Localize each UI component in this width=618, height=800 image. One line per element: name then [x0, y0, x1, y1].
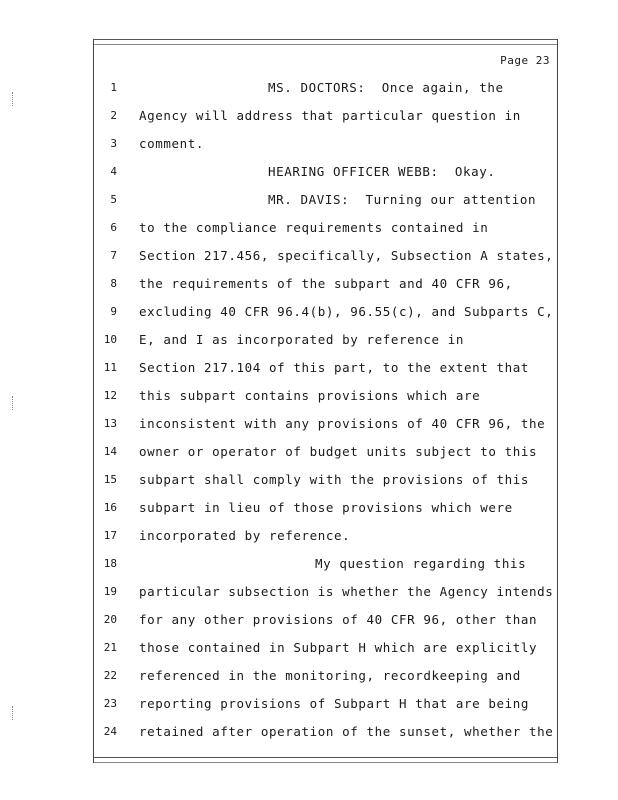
- line-text: subpart in lieu of those provisions which were: [139, 500, 513, 515]
- line-number: 16: [103, 501, 117, 514]
- line-text: comment.: [139, 136, 205, 151]
- line-number: 13: [103, 417, 117, 430]
- transcript-line: [95, 410, 555, 438]
- transcript-line: [95, 74, 555, 102]
- line-text: HEARING OFFICER WEBB: Okay.: [268, 164, 496, 179]
- transcript-line: [95, 382, 555, 410]
- page-number: Page 23: [500, 54, 550, 67]
- line-text: referenced in the monitoring, recordkeeping and: [139, 668, 521, 683]
- line-number: 3: [110, 137, 117, 150]
- transcript-line: [95, 634, 555, 662]
- line-number: 10: [103, 333, 117, 346]
- line-number: 5: [110, 193, 117, 206]
- line-number: 8: [110, 277, 117, 290]
- line-number: 1: [110, 81, 117, 94]
- top-border-line: [93, 39, 558, 40]
- transcript-line: [95, 550, 555, 578]
- line-number: 24: [103, 725, 117, 738]
- transcript-lines: [95, 74, 555, 746]
- bottom-border-line: [93, 757, 558, 758]
- line-text: excluding 40 CFR 96.4(b), 96.55(c), and Subparts C,: [139, 304, 554, 319]
- transcript-line: [95, 270, 555, 298]
- line-text: reporting provisions of Subpart H that are being: [139, 696, 530, 711]
- top-border-line-inner: [93, 44, 558, 45]
- line-text: My question regarding this: [315, 556, 527, 571]
- transcript-line: [95, 242, 555, 270]
- line-number: 12: [103, 389, 117, 402]
- line-number: 22: [103, 669, 117, 682]
- line-text: incorporated by reference.: [139, 528, 351, 543]
- line-text: MR. DAVIS: Turning our attention: [268, 192, 537, 207]
- transcript-line: [95, 438, 555, 466]
- transcript-line: [95, 102, 555, 130]
- line-number: 4: [110, 165, 117, 178]
- line-number: 14: [103, 445, 117, 458]
- bottom-border-line-inner: [93, 762, 558, 763]
- transcript-line: [95, 186, 555, 214]
- line-number: 9: [110, 305, 117, 318]
- line-text: those contained in Subpart H which are explicitly: [139, 640, 538, 655]
- line-number: 15: [103, 473, 117, 486]
- line-text: E, and I as incorporated by reference in: [139, 332, 465, 347]
- line-text: Section 217.104 of this part, to the extent that: [139, 360, 530, 375]
- transcript-line: [95, 606, 555, 634]
- punch-hole-mark: [12, 706, 15, 720]
- transcript-line: [95, 494, 555, 522]
- line-number: 2: [110, 109, 117, 122]
- punch-hole-mark: [12, 92, 15, 106]
- transcript-line: [95, 354, 555, 382]
- line-number: 7: [110, 249, 117, 262]
- line-text: retained after operation of the sunset, whether the: [139, 724, 554, 739]
- transcript-line: [95, 662, 555, 690]
- transcript-line: [95, 326, 555, 354]
- transcript-line: [95, 522, 555, 550]
- line-number: 6: [110, 221, 117, 234]
- line-number: 18: [103, 557, 117, 570]
- line-number: 20: [103, 613, 117, 626]
- line-text: this subpart contains provisions which are: [139, 388, 481, 403]
- transcript-line: [95, 466, 555, 494]
- transcript-line: [95, 214, 555, 242]
- line-number: 19: [103, 585, 117, 598]
- line-text: for any other provisions of 40 CFR 96, other than: [139, 612, 538, 627]
- transcript-line: [95, 578, 555, 606]
- line-text: MS. DOCTORS: Once again, the: [268, 80, 504, 95]
- transcript-line: [95, 690, 555, 718]
- left-margin-rule: [93, 39, 94, 763]
- line-number: 23: [103, 697, 117, 710]
- transcript-line: [95, 718, 555, 746]
- line-number: 21: [103, 641, 117, 654]
- line-text: owner or operator of budget units subject to this: [139, 444, 538, 459]
- line-number: 11: [103, 361, 117, 374]
- line-text: inconsistent with any provisions of 40 CFR 96, the: [139, 416, 546, 431]
- line-text: to the compliance requirements contained in: [139, 220, 489, 235]
- transcript-line: [95, 298, 555, 326]
- line-text: subpart shall comply with the provisions of this: [139, 472, 530, 487]
- line-text: particular subsection is whether the Agency intends: [139, 584, 554, 599]
- line-number: 17: [103, 529, 117, 542]
- transcript-line: [95, 130, 555, 158]
- right-margin-rule: [557, 39, 558, 763]
- line-text: Section 217.456, specifically, Subsection A states,: [139, 248, 554, 263]
- punch-hole-mark: [12, 396, 15, 410]
- line-text: the requirements of the subpart and 40 CFR 96,: [139, 276, 513, 291]
- line-text: Agency will address that particular question in: [139, 108, 521, 123]
- transcript-line: [95, 158, 555, 186]
